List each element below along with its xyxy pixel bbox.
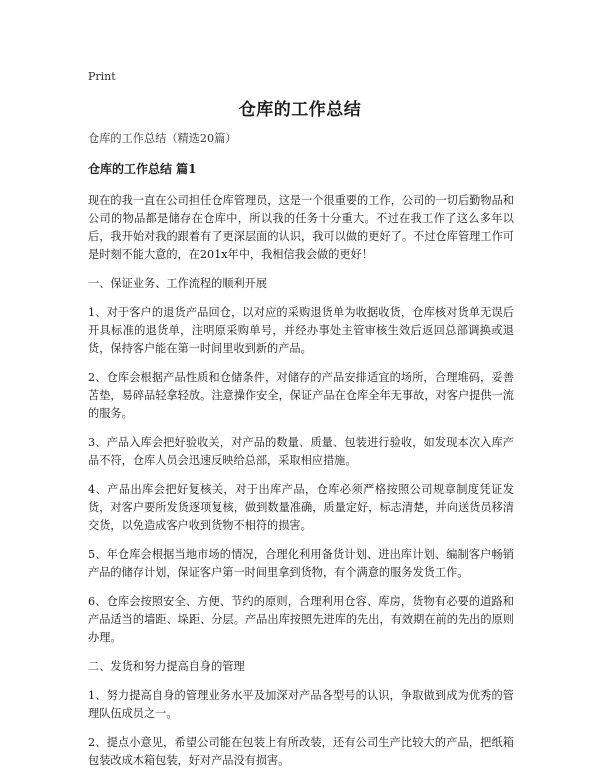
- document-subtitle: 仓库的工作总结（精选20篇）: [88, 132, 237, 145]
- document-title: 仓库的工作总结: [238, 100, 362, 120]
- paragraph-2-1: 1、努力提高自身的管理业务水平及加深对产品各型号的认识，争取做到成为优秀的管理队伍成员之一。: [88, 689, 514, 720]
- paragraph-1-2: 2、仓库会根据产品性质和仓储条件，对储存的产品安排适宜的场所，合理堆码，妥善苫垫，易碎品轻拿轻放。注意操作安全，保证产品在仓库全年无事故，对客户提供一流的服务。: [88, 371, 514, 420]
- heading-2: 二、发货和努力提高自身的管理: [88, 660, 245, 673]
- paragraph-1-4: 4、产品出库会把好复核关，对于出库产品，仓库必须严格按照公司规章制度凭证发货，对客户要所发货逐项复核，做到数量准确，质量定好，标志清楚，并向送货员移清交货，以免造成客户收到货物不相符的损害。: [88, 483, 514, 532]
- heading-1: 一、保证业务、工作流程的顺利开展: [88, 277, 268, 290]
- paragraph-2-2: 2、提点小意见，希望公司能在包装上有所改装，还有公司生产比较大的产品，把纸箱包装改成木箱包装，好对产品没有损害。: [88, 736, 514, 767]
- section-title: 仓库的工作总结 篇1: [88, 162, 197, 176]
- document-content: [88, 130, 514, 781]
- paragraph-1-6: 6、仓库会按照安全、方便、节约的原则，合理利用仓容、库房，货物有必要的道路和产品适当的墙距、垛距、分层。产品出库按照先进库的先出，有效期在前的先出的原则办理。: [88, 595, 514, 644]
- paragraph-1-5: 5、年仓库会根据当地市场的情况，合理化利用备货计划、进出库计划、编制客户畅销产品的储存计划，保证客户第一时间里拿到货物，有个满意的服务发货工作。: [88, 548, 514, 579]
- paragraph-1-1: 1、对于客户的退货产品回仓，以对应的采购退货单为收据收货，仓库核对货单无误后开具标准的退货单，注明原采购单号，并经办事处主管审核生效后返回总部调换或退货，保持客户能在第一时间里收到新的产品。: [88, 306, 514, 355]
- intro-paragraph: 现在的我一直在公司担任仓库管理员，这是一个很重要的工作，公司的一切后勤物品和公司的物品都是储存在仓库中，所以我的任务十分重大。不过在我工作了这么多年以后，我开始对我的跟着有了更深层面的认识，我可以做的更好了。不过仓库管理工作可是时刻不能大意的，在201x年中，我相信我会做的更好！: [88, 194, 514, 261]
- paragraph-1-3: 3、产品入库会把好验收关，对产品的数量、质量、包装进行验收，如发现本次入库产品不符，仓库人员会迅速反映给总部，采取相应措施。: [88, 436, 514, 467]
- print-label[interactable]: Print: [88, 70, 116, 83]
